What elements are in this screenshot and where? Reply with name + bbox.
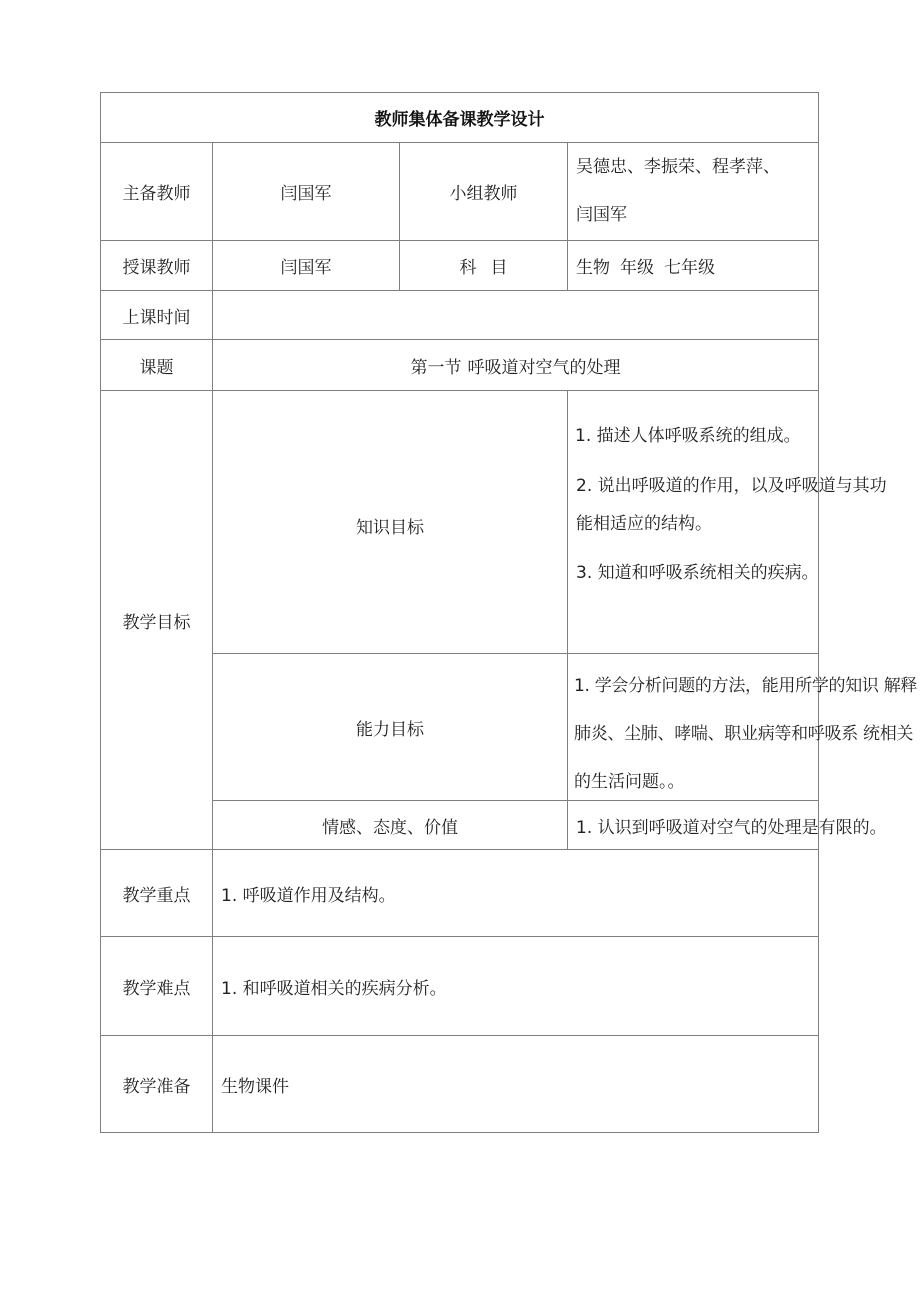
knowledge-goal-item-2: 2. 说出呼吸道的作用，以及呼吸道与其功 <box>576 476 887 496</box>
preparation-content: 生物课件 <box>213 1036 819 1133</box>
subject-label-char-1: 科 <box>459 258 477 278</box>
ability-goal-content <box>568 654 918 801</box>
subject-grade-value <box>568 241 819 291</box>
emotion-goal-label: 情感、态度、价值 <box>213 801 568 850</box>
knowledge-goal-item-3: 能相适应的结构。 <box>576 514 712 534</box>
difficult-points-content: 1. 和呼吸道相关的疾病分析。 <box>213 937 819 1036</box>
ability-goal-item-3: 的生活问题。。 <box>574 772 685 792</box>
ability-goal-item-1: 1. 学会分析问题的方法，能用所学的知识 解释 <box>574 676 918 696</box>
group-teachers-line-2: 闫国军 <box>576 205 627 225</box>
lesson-plan-table <box>100 92 918 1133</box>
group-teachers-line-1: 吴德忠、李振荣、程孝萍、 <box>576 157 780 177</box>
subject-label <box>400 241 568 291</box>
topic-title: 呼吸道对空气的处理 <box>467 357 621 378</box>
difficult-points-label: 教学难点 <box>101 937 213 1036</box>
grade-label: 年级 <box>620 258 654 278</box>
knowledge-goal-label: 知识目标 <box>213 391 568 654</box>
group-teachers-value <box>568 143 819 241</box>
teaching-teacher-label: 授课教师 <box>101 241 213 291</box>
group-teachers-label: 小组教师 <box>400 143 568 241</box>
grade-value: 七年级 <box>664 258 715 278</box>
lead-teacher-label: 主备教师 <box>101 143 213 241</box>
emotion-goal-content: 1. 认识到呼吸道对空气的处理是有限的。 <box>568 801 819 850</box>
class-time-value <box>213 291 819 340</box>
subject-value: 生物 <box>576 258 610 278</box>
document-title: 教师集体备课教学设计 <box>101 93 819 143</box>
key-points-label: 教学重点 <box>101 850 213 937</box>
knowledge-goal-item-4: 3. 知道和呼吸系统相关的疾病。 <box>576 563 819 583</box>
subject-label-char-2: 目 <box>490 258 508 278</box>
key-points-content: 1. 呼吸道作用及结构。 <box>213 850 819 937</box>
knowledge-goal-content <box>568 391 887 654</box>
topic-label: 课题 <box>101 340 213 391</box>
teaching-goals-label: 教学目标 <box>101 391 213 850</box>
class-time-label: 上课时间 <box>101 291 213 340</box>
knowledge-goal-item-1: 1. 描述人体呼吸系统的组成。 <box>575 426 801 446</box>
ability-goal-item-2: 肺炎、尘肺、哮喘、职业病等和呼吸系 统相关 <box>574 724 914 744</box>
teaching-teacher-value: 闫国军 <box>213 241 400 291</box>
ability-goal-label: 能力目标 <box>213 654 568 801</box>
topic-section: 第一节 <box>410 357 462 378</box>
lead-teacher-value: 闫国军 <box>213 143 400 241</box>
preparation-label: 教学准备 <box>101 1036 213 1133</box>
topic-value <box>213 340 819 391</box>
